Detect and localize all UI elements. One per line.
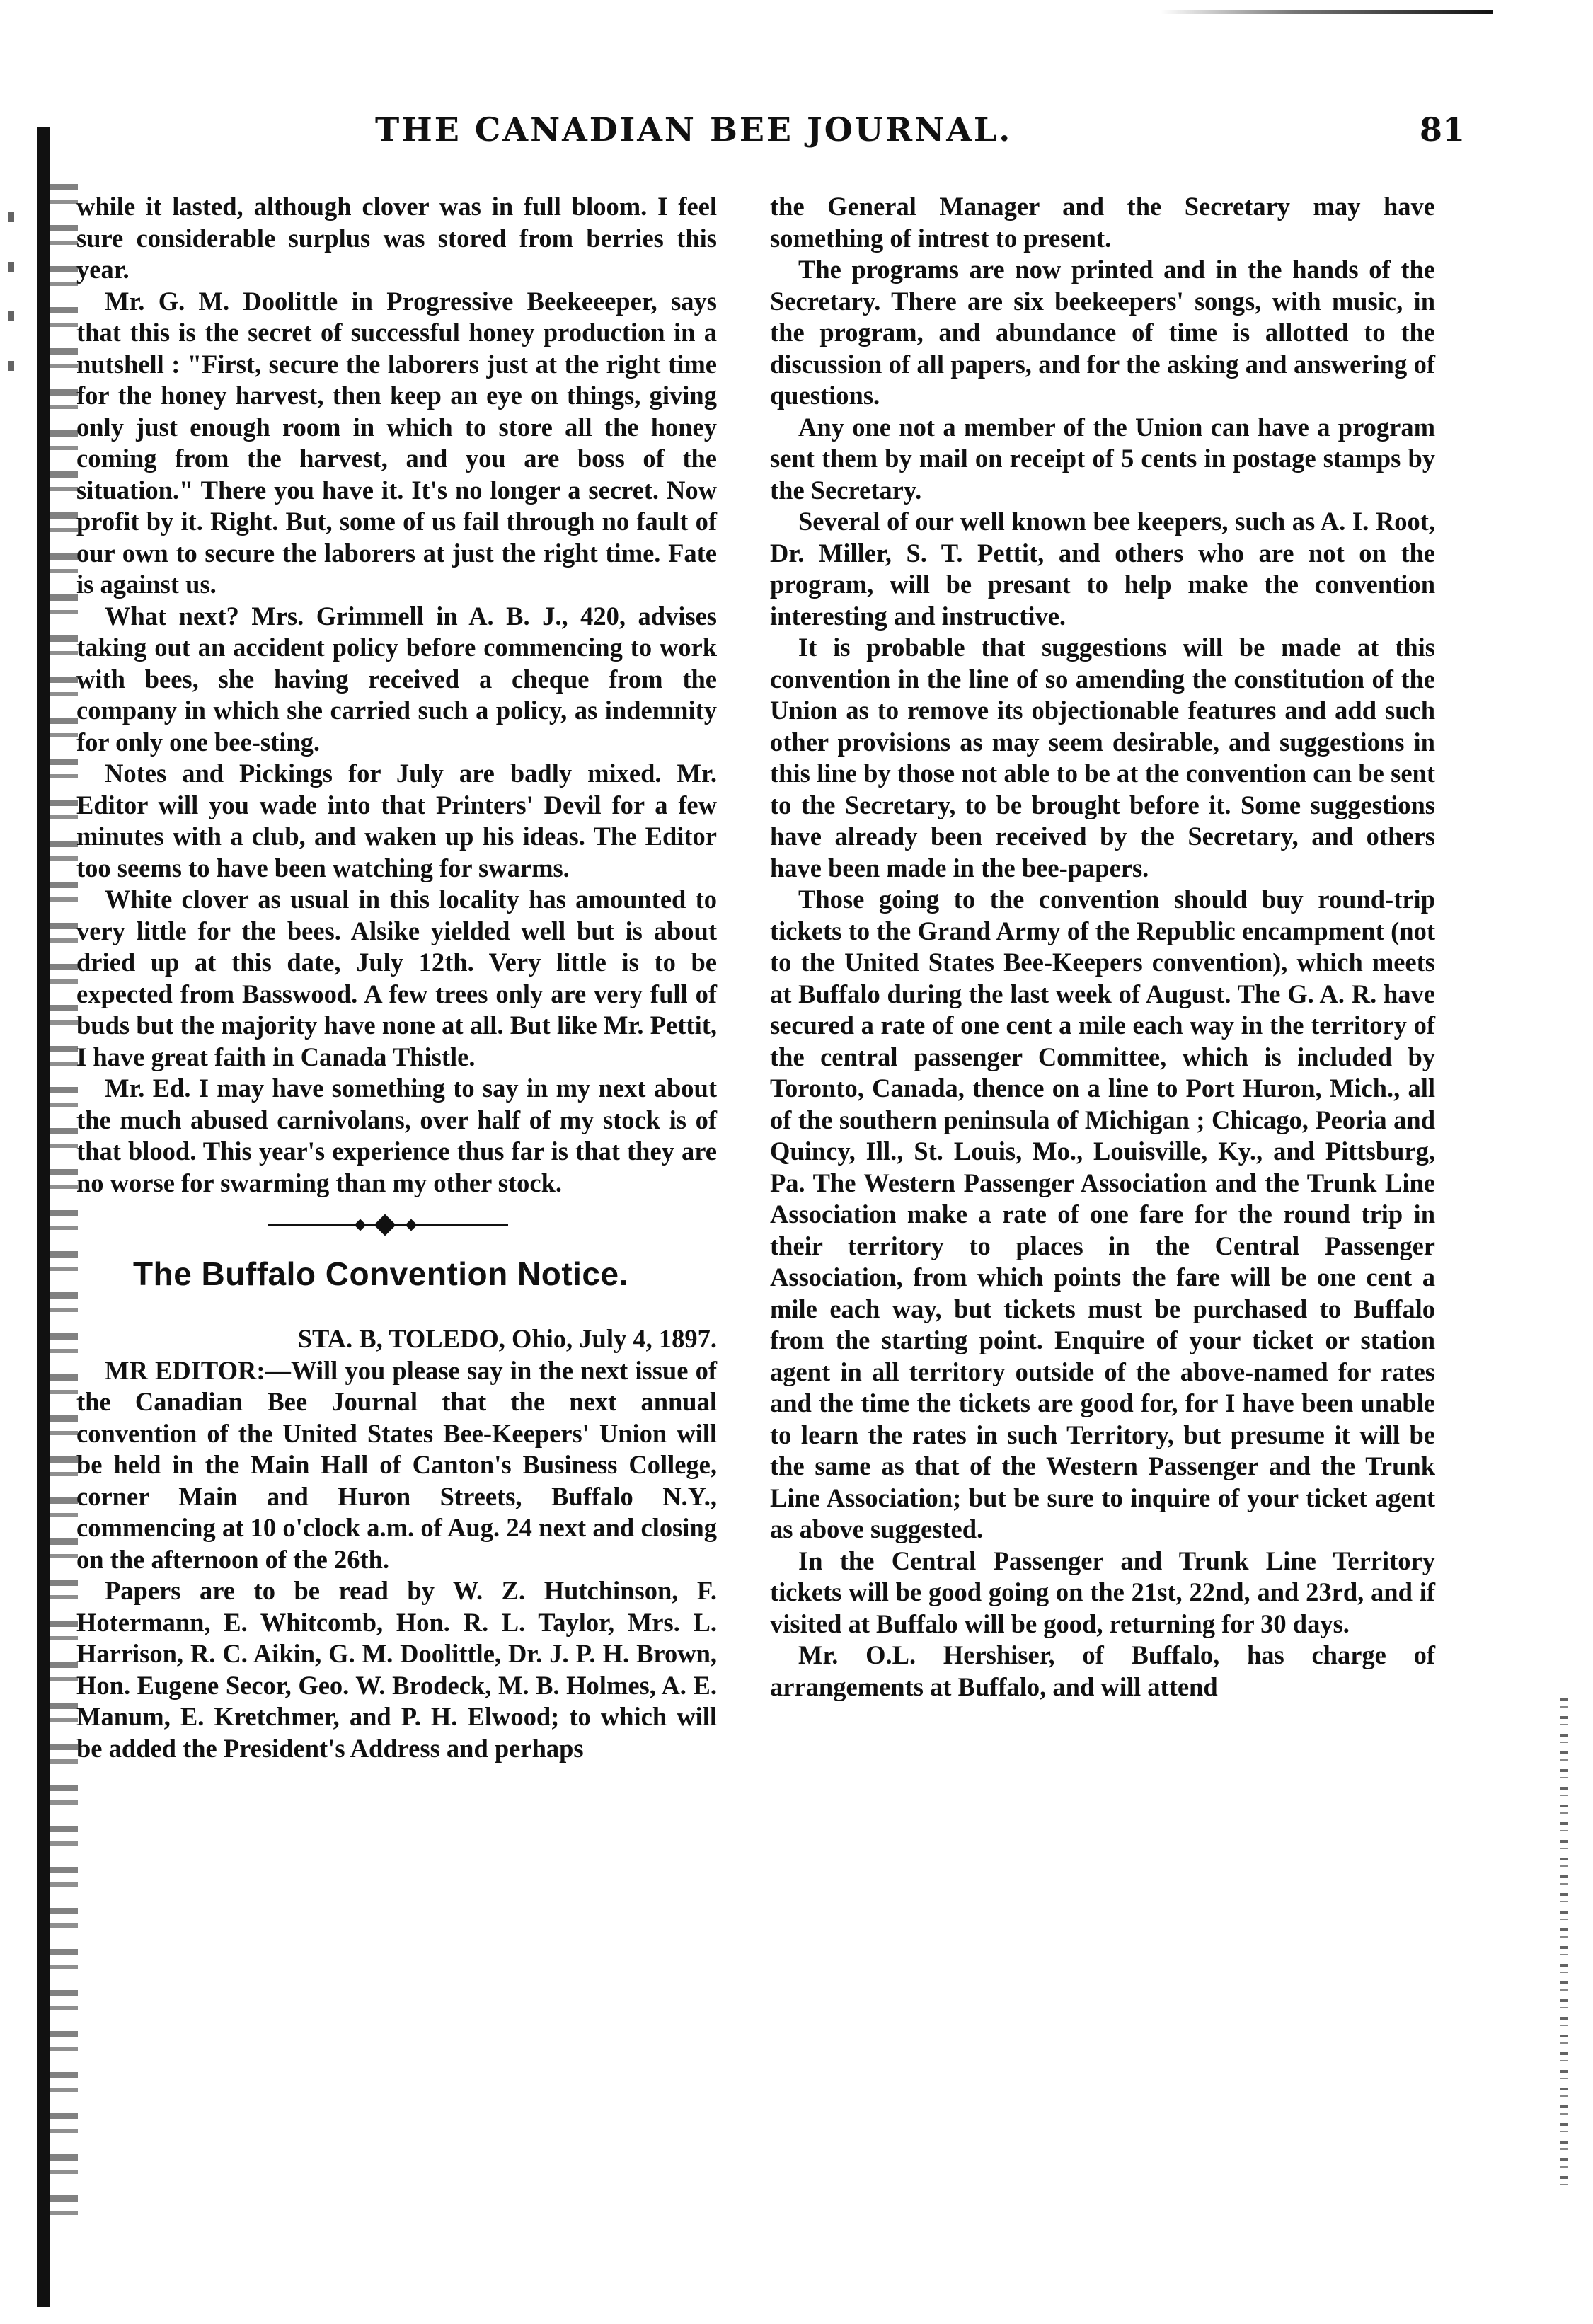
paragraph: It is probable that suggestions will be made at this convention in the line of so amending the constitution of the Union as to remove its objectionable features and add such other provisions as may seem desirable, and suggestions in this line by those not able to be at the convention can be sent to the Secretary, to be brought before it. Some suggestions have already been received by the Secretary, and others have been made in the bee-papers. xyxy=(770,633,1435,882)
paragraph: the General Manager and the Secretary may have something of intrest to present. xyxy=(770,192,1435,253)
paragraph: White clover as usual in this locality has amounted to very little for the bees. Alsike yielded well but is about dried up at this date, July 12th. Very little is to be expected from Basswood. A few trees only are very full of buds but the majority have none at all. But like Mr. Pettit, I have great faith in Canada Thistle. xyxy=(76,885,717,1071)
binding-spine xyxy=(37,127,50,2307)
paragraph: Papers are to be read by W. Z. Hutchinson, F. Hotermann, E. Whitcomb, Hon. R. L. Taylor, Mrs. L. Harrison, R. C. Aikin, G. M. Doolittle, Dr. J. P. H. Brown, Hon. Eugene Secor, Geo. W. Brodeck, M. B. Holmes, A. E. Manum, E. Kretchmer, and P. H. Elwood; to which will be added the President's Address and perhaps xyxy=(76,1576,717,1763)
section-heading: The Buffalo Convention Notice. xyxy=(133,1255,628,1292)
paragraph: What next? Mrs. Grimmell in A. B. J., 420, advises taking out an accident policy before commencing to work with bees, she having received a cheque from the company in which she carried such a policy, as indemnity for only one bee-sting. xyxy=(76,601,717,757)
paragraph: while it lasted, although clover was in full bloom. I feel sure considerable surplus was stored from berries this year. xyxy=(76,192,717,284)
dateline: STA. B, TOLEDO, Ohio, July 4, 1897. xyxy=(297,1324,717,1353)
right-column xyxy=(770,191,1435,1703)
right-edge-specks xyxy=(1560,1698,1568,2194)
paragraph: Those going to the convention should buy round-trip tickets to the Grand Army of the Republic encampment (not to the United States Bee-Keepers convention), which meets at Buffalo during the last week of August. The G. A. R. have secured a rate of one cent a mile each way in the territory of the central passenger Committee, which is included by Toronto, Canada, thence on a line to Port Huron, Mich., all of the southern peninsula of Michigan ; Chicago, Peoria and Quincy, Ill., St. Louis, Mo., Louisville, Ky., and Pittsburg, Pa. The Western Passenger Association and the Trunk Line Association make a rate of one fare for the round trip in their territory to places in the Central Passenger Association, from which points the fare will be one cent a mile each way, but tickets must be purchased to Buffalo from the starting point. Enquire of your ticket or station agent in all territory outside of the above-named for rates and the time the tickets are good for, for I have been unable to learn the rates in such Territory, but presume it will be the same as that of the Western Passenger and the Trunk Line Association; but be sure to inquire of your ticket agent as above suggested. xyxy=(770,885,1435,1543)
page-header xyxy=(78,106,1465,163)
page-number: 81 xyxy=(1419,110,1465,149)
paragraph: Mr. Ed. I may have something to say in my next about the much abused carnivolans, over half of my stock is of that blood. This year's experience thus far is that they are no worse for swarming than my other stock. xyxy=(76,1074,717,1197)
section-separator-ornament xyxy=(76,1199,717,1248)
paragraph: Mr. O.L. Hershiser, of Buffalo, has charge of arrangements at Buffalo, and will attend xyxy=(770,1640,1435,1701)
paragraph: In the Central Passenger and Trunk Line Territory tickets will be good going on the 21st, 22nd, and 23rd, and if visited at Buffalo will be good, returning for 30 days. xyxy=(770,1546,1435,1638)
paragraph: Mr. G. M. Doolittle in Progressive Beekeeeper, says that this is the secret of successful honey production in a nutshell : "First, secure the laborers just at the right time for the honey harvest, then keep an eye on things, giving only just enough room in which to store all the honey coming from the harvest, and you are boss of the situation." There you have it. It's no longer a secret. Now profit by it. Right. But, some of us fail through no fault of our own to secure the laborers at just the right time. Fate is against us. xyxy=(76,286,717,599)
paragraph: The programs are now printed and in the hands of the Secretary. There are six beekeepers' songs, with music, in the program, and abundance of time is allotted to the discussion of all papers, and for the asking and answering of questions. xyxy=(770,255,1435,410)
running-title: THE CANADIAN BEE JOURNAL. xyxy=(375,110,1013,149)
left-column xyxy=(76,191,717,1764)
paragraph: Several of our well known bee keepers, such as A. I. Root, Dr. Miller, S. T. Pettit, and others who are not on the program, will be presant to help make the convention interesting and instructive. xyxy=(770,507,1435,631)
margin-marks xyxy=(8,212,14,382)
top-edge-rule xyxy=(1161,10,1493,14)
paragraph: MR EDITOR:—Will you please say in the next issue of the Canadian Bee Journal that the next annual convention of the United States Bee-Keepers' Union will be held in the Main Hall of Canton's Business College, corner Main and Huron Streets, Buffalo N.Y., commencing at 10 o'clock a.m. of Aug. 24 next and closing on the afternoon of the 26th. xyxy=(76,1355,717,1574)
paragraph: Notes and Pickings for July are badly mixed. Mr. Editor will you wade into that Printers' Devil for a few minutes with a club, and waken up his ideas. The Editor too seems to have been watching for swarms. xyxy=(76,759,717,882)
paragraph: Any one not a member of the Union can have a program sent them by mail on receipt of 5 cents in postage stamps by the Secretary. xyxy=(770,412,1435,505)
binding-edge-shadow xyxy=(50,184,78,2236)
